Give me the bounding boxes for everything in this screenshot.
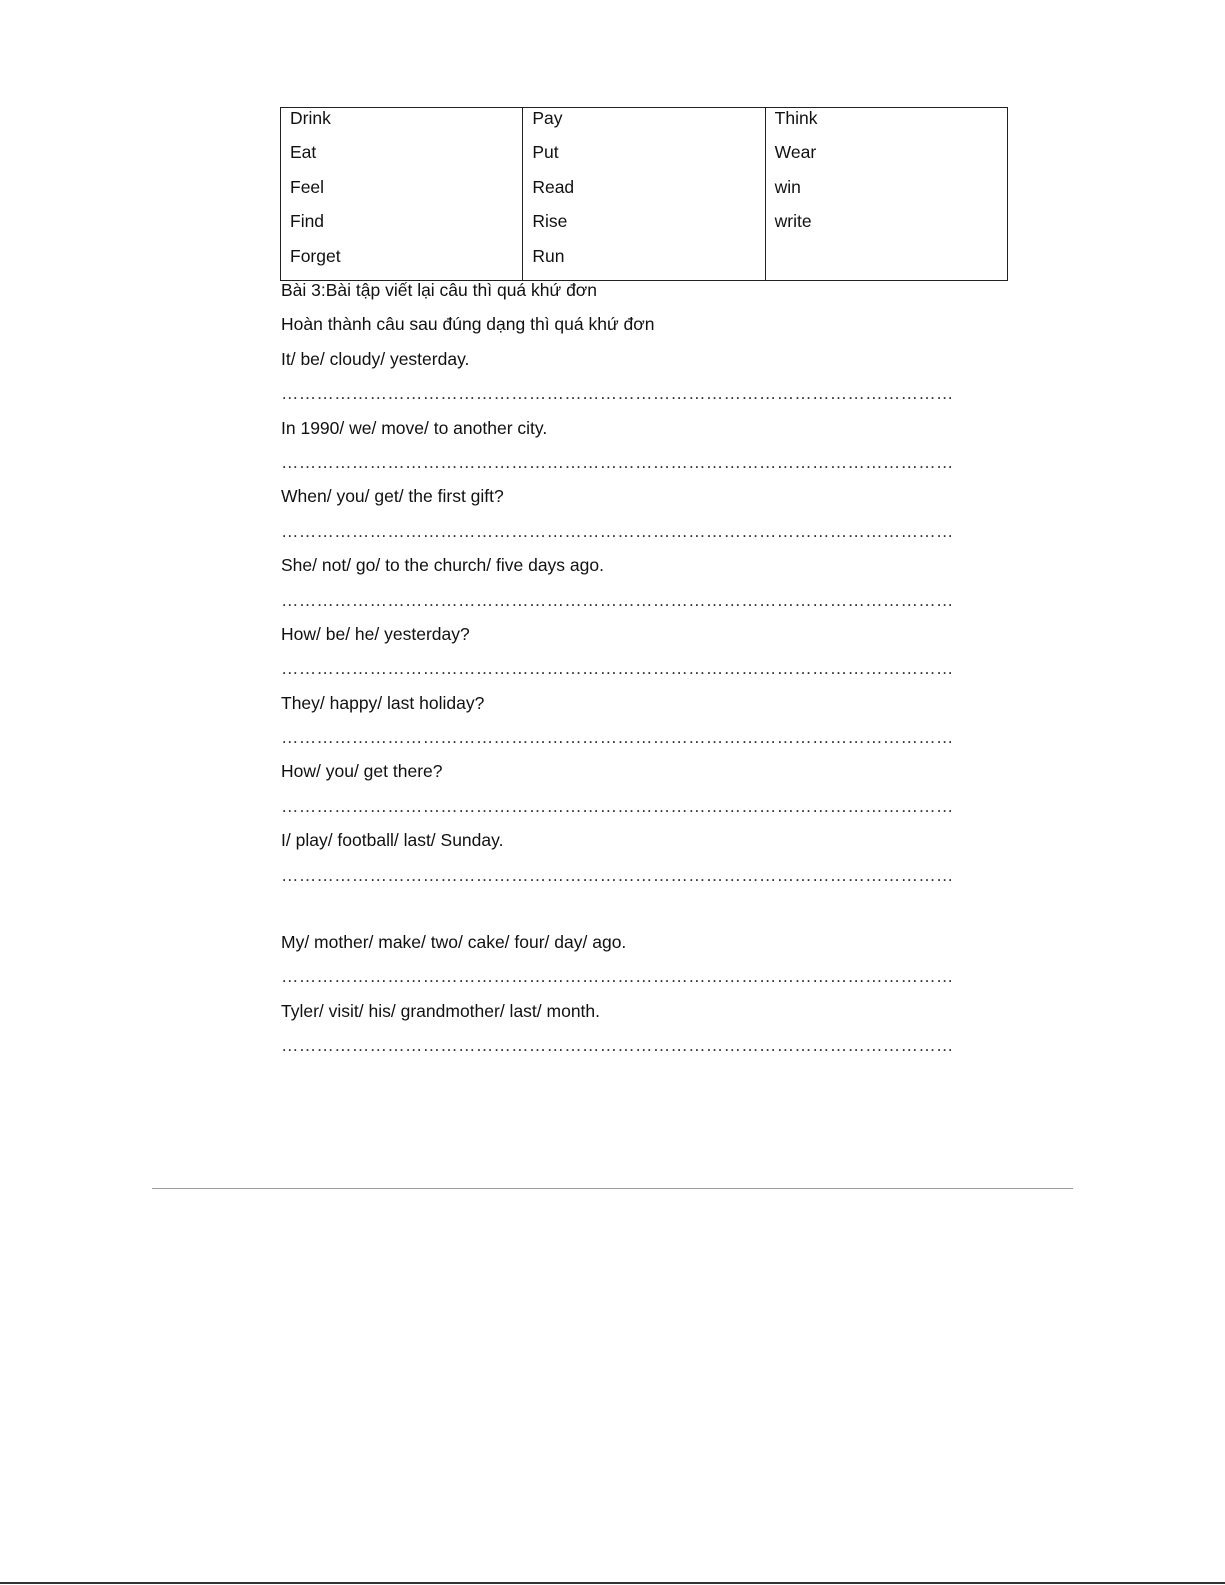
- verb-cell: Think: [774, 108, 818, 128]
- question-5: How/ be/ he/ yesterday?: [281, 623, 470, 644]
- answer-line-3: ……………………………………………………………………………………………………: [281, 520, 954, 541]
- exercise-title: Bài 3:Bài tập viết lại câu thì quá khứ đơn: [281, 280, 598, 300]
- spacer: [281, 899, 981, 932]
- irregular-verb-table: [280, 107, 1008, 281]
- question-8: I/ play/ football/ last/ Sunday.: [281, 830, 504, 851]
- question-6: They/ happy/ last holiday?: [281, 692, 485, 713]
- exercise-instruction: Hoàn thành câu sau đúng dạng thì quá khứ đơn: [281, 314, 655, 335]
- answer-line-6: ……………………………………………………………………………………………………: [281, 727, 954, 748]
- question-9: My/ mother/ make/ two/ cake/ four/ day/ ago.: [281, 932, 627, 953]
- verb-cell: Eat: [290, 142, 317, 163]
- answer-line-9: ……………………………………………………………………………………………………: [281, 966, 954, 987]
- answer-line-2: ……………………………………………………………………………………………………: [281, 451, 954, 472]
- question-7: How/ you/ get there?: [281, 761, 443, 782]
- verb-cell: Pay: [532, 108, 563, 128]
- answer-line-8: ……………………………………………………………………………………………………: [281, 864, 954, 885]
- answer-line-7: ……………………………………………………………………………………………………: [281, 795, 954, 816]
- page-divider: [152, 1188, 1073, 1189]
- verb-cell: [775, 246, 1007, 280]
- verb-cell: Drink: [290, 108, 331, 128]
- question-4: She/ not/ go/ to the church/ five days ago.: [281, 555, 604, 576]
- exercise-section: [281, 280, 981, 1070]
- page-bottom-edge: [0, 1582, 1225, 1584]
- verb-cell: Feel: [290, 176, 325, 197]
- verb-column-1: [281, 108, 523, 281]
- verb-cell: Put: [532, 142, 559, 163]
- verb-cell: Find: [290, 211, 325, 232]
- verb-cell: win: [774, 176, 801, 197]
- question-2: In 1990/ we/ move/ to another city.: [281, 417, 548, 438]
- verb-cell: Read: [532, 176, 575, 197]
- verb-cell: Run: [532, 245, 565, 266]
- answer-line-1: ……………………………………………………………………………………………………: [281, 383, 954, 404]
- verb-cell: Wear: [774, 142, 817, 163]
- question-1: It/ be/ cloudy/ yesterday.: [281, 348, 470, 369]
- question-3: When/ you/ get/ the first gift?: [281, 486, 504, 507]
- answer-line-10: ……………………………………………………………………………………………………: [281, 1035, 954, 1056]
- verb-cell: write: [774, 211, 812, 232]
- verb-cell: Rise: [532, 211, 568, 232]
- verb-column-3: [765, 108, 1007, 281]
- verb-cell: Forget: [290, 245, 341, 266]
- answer-line-4: ……………………………………………………………………………………………………: [281, 589, 954, 610]
- verb-column-2: [523, 108, 765, 281]
- question-10: Tyler/ visit/ his/ grandmother/ last/ month.: [281, 1000, 601, 1021]
- answer-line-5: ……………………………………………………………………………………………………: [281, 658, 954, 679]
